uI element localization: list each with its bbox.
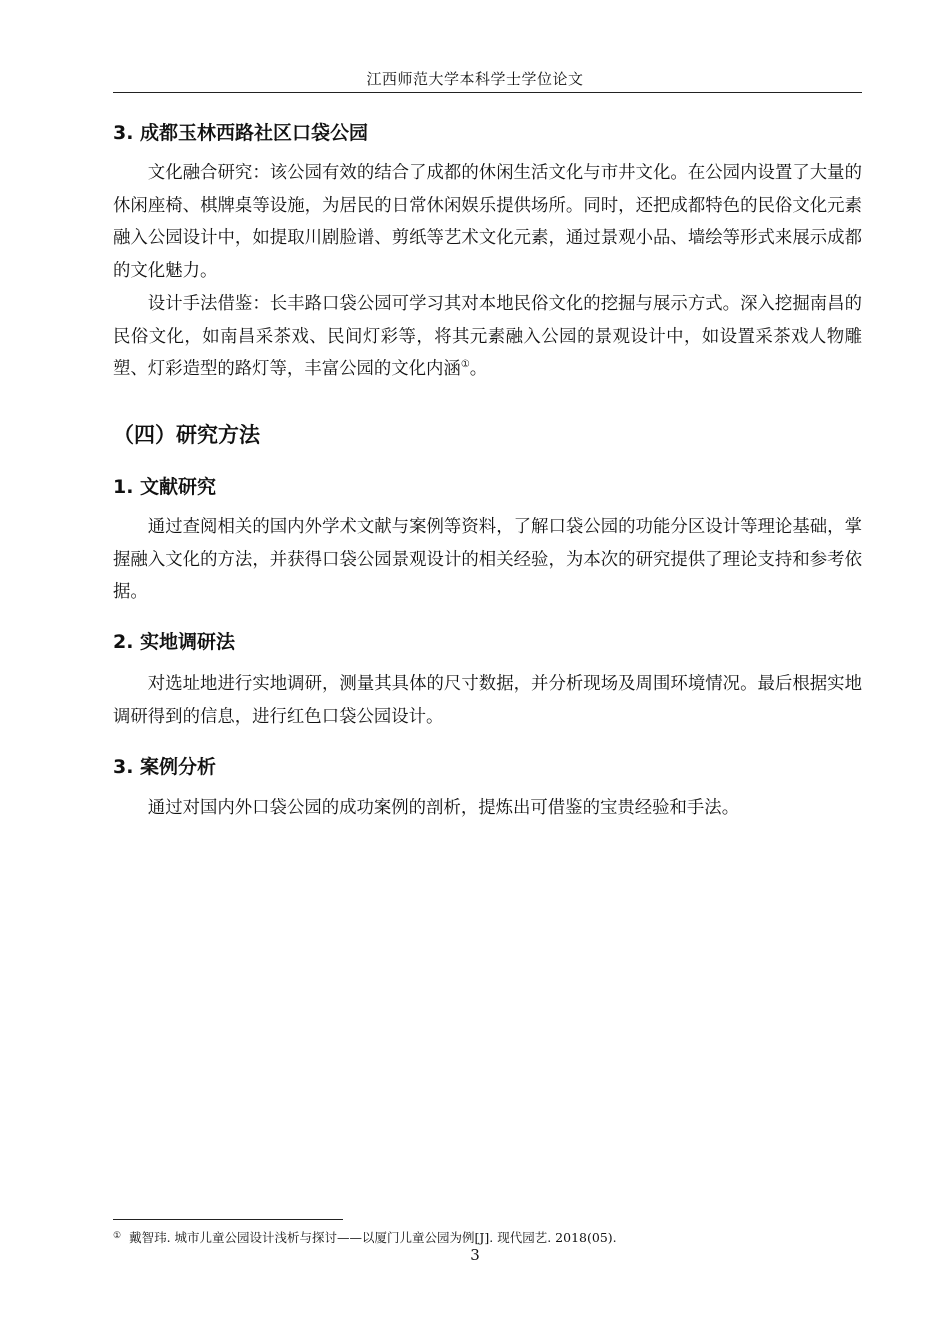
- paragraph-design-reference: [113, 288, 862, 386]
- section-heading-research-methods: （四）研究方法: [113, 423, 260, 447]
- running-header-title: 江西师范大学本科学士学位论文: [366, 70, 584, 88]
- footnote-rule: [113, 1219, 343, 1220]
- page-number: 3: [470, 1246, 480, 1264]
- subheading-field-survey: 2. 实地调研法: [113, 631, 236, 653]
- paragraph-case-analysis: 通过对国内外口袋公园的成功案例的剖析，提炼出可借鉴的宝贵经验和手法。: [147, 798, 740, 818]
- paragraph-literature-research: 通过查阅相关的国内外学术文献与案例等资料，了解口袋公园的功能分区设计等理论基础，掌握融入文化的方法，并获得口袋公园景观设计的相关经验，为本次的研究提供了理论支持和参考依据。: [113, 517, 862, 602]
- footnote-reference[interactable]: ①: [460, 359, 470, 370]
- paragraph-field-survey: 对选址地进行实地调研，测量其具体的尺寸数据，并分析现场及周围环境情况。最后根据实地调研得到的信息，进行红色口袋公园设计。: [113, 674, 862, 727]
- footnote-text: 戴智玮. 城市儿童公园设计浅析与探讨——以厦门儿童公园为例[J]. 现代园艺. 2018(05).: [129, 1230, 617, 1245]
- subheading-case-analysis: 3. 案例分析: [113, 756, 217, 778]
- paragraph-design-reference-end: 。: [469, 359, 488, 379]
- subheading-literature-research: 1. 文献研究: [113, 476, 217, 498]
- section-heading-chengdu-park: 3. 成都玉林西路社区口袋公园: [113, 122, 369, 144]
- paragraph-culture-fusion: 文化融合研究：该公园有效的结合了成都的休闲生活文化与市井文化。在公园内设置了大量的休闲座椅、棋牌桌等设施，为居民的日常休闲娱乐提供场所。同时，还把成都特色的民俗文化元素融入公园设计中，如提取川剧脸谱、剪纸等艺术文化元素，通过景观小品、墙绘等形式来展示成都的文化魅力。: [113, 163, 862, 281]
- header-rule: [113, 92, 862, 93]
- footnote-mark: ①: [113, 1231, 122, 1241]
- footnote: [113, 1227, 617, 1247]
- paragraph-design-reference-text: 设计手法借鉴：长丰路口袋公园可学习其对本地民俗文化的挖掘与展示方式。深入挖掘南昌的民俗文化，如南昌采茶戏、民间灯彩等，将其元素融入公园的景观设计中，如设置采茶戏人物雕塑、灯彩造型的路灯等，丰富公园的文化内涵: [113, 294, 862, 379]
